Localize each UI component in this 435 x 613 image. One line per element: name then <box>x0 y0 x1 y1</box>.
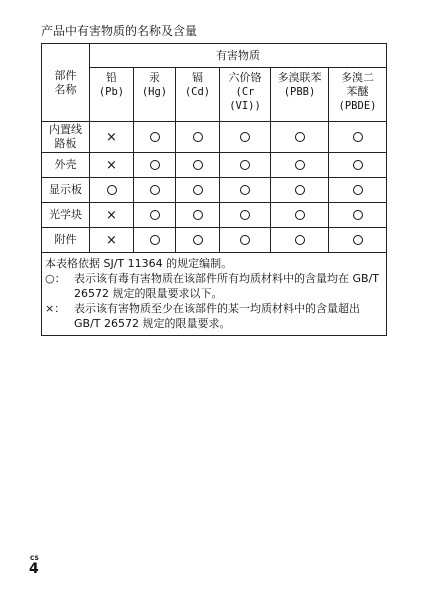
circle-mark-icon <box>150 235 160 245</box>
circle-mark-icon <box>150 160 160 170</box>
table-row <box>42 178 387 203</box>
substance-mark-cell <box>176 178 220 203</box>
substance-mark-cell <box>271 153 329 178</box>
table-row <box>42 228 387 253</box>
substance-mark-cell <box>329 203 387 228</box>
circle-mark-icon <box>150 185 160 195</box>
substance-name: 汞 <box>149 71 160 84</box>
notes-cell <box>42 253 387 336</box>
substance-mark-cell <box>329 122 387 153</box>
substance-header-cell <box>271 68 329 122</box>
note-symbol: ×： <box>45 302 66 315</box>
circle-mark-icon <box>193 132 203 142</box>
substance-name: 镉 <box>192 71 203 84</box>
cross-mark-icon: × <box>106 207 117 223</box>
circle-mark-icon <box>150 210 160 220</box>
document-title: 产品中有害物质的名称及含量 <box>41 24 198 38</box>
substance-header-cell <box>329 68 387 122</box>
substance-mark-cell <box>134 153 176 178</box>
circle-mark-icon <box>353 235 363 245</box>
substance-mark-cell <box>176 153 220 178</box>
circle-mark-icon <box>193 185 203 195</box>
circle-mark-icon <box>295 235 305 245</box>
circle-mark-icon <box>295 185 305 195</box>
circle-mark-icon <box>295 132 305 142</box>
substance-mark-cell <box>329 178 387 203</box>
substance-mark-cell <box>134 203 176 228</box>
substance-mark-cell <box>271 228 329 253</box>
circle-mark-icon <box>353 132 363 142</box>
page-number: 4 <box>29 561 39 577</box>
circle-mark-icon <box>240 210 250 220</box>
part-name-cell: 光学块 <box>42 203 90 228</box>
substance-name: 六价铬 <box>228 71 262 84</box>
circle-mark-icon <box>295 210 305 220</box>
notes-row <box>42 253 387 336</box>
circle-mark-icon <box>240 132 250 142</box>
substance-mark-cell <box>220 203 271 228</box>
circle-mark-icon <box>107 185 117 195</box>
note-item <box>45 301 382 331</box>
table-row <box>42 122 387 153</box>
substance-mark-cell <box>90 203 134 228</box>
substance-mark-cell <box>220 228 271 253</box>
circle-mark-icon <box>353 160 363 170</box>
substance-header-row <box>42 68 387 122</box>
substance-mark-cell <box>271 122 329 153</box>
substance-name: 多溴联苯 <box>277 71 322 84</box>
substance-mark-cell <box>134 228 176 253</box>
notes-intro: 本表格依据 SJ/T 11364 的规定编制。 <box>45 257 233 270</box>
substance-mark-cell <box>271 178 329 203</box>
substance-symbol: (PBDE) <box>338 100 377 112</box>
substance-mark-cell <box>329 153 387 178</box>
substance-mark-cell <box>176 203 220 228</box>
substance-mark-cell <box>90 228 134 253</box>
table-row <box>42 203 387 228</box>
substance-mark-cell <box>220 122 271 153</box>
substance-symbol: (Cr (VI)) <box>229 86 261 112</box>
part-name-header-label: 部件 名称 <box>54 68 77 96</box>
circle-mark-icon <box>353 210 363 220</box>
note-text: 表示该有毒有害物质在该部件所有均质材料中的含量均在 GB/T 26572 规定的限量要求以下。 <box>74 272 379 300</box>
substance-header-cell <box>134 68 176 122</box>
cross-mark-icon: × <box>106 157 117 173</box>
part-name-cell: 内置线 路板 <box>42 122 90 153</box>
substance-mark-cell <box>220 153 271 178</box>
note-symbol: ○： <box>45 272 66 285</box>
circle-mark-icon <box>193 235 203 245</box>
circle-mark-icon <box>193 210 203 220</box>
language-code: CS <box>30 555 39 562</box>
substance-mark-cell <box>90 122 134 153</box>
substance-name: 铅 <box>106 71 117 84</box>
cross-mark-icon: × <box>106 129 117 145</box>
circle-mark-icon <box>240 235 250 245</box>
substance-mark-cell <box>134 122 176 153</box>
hazardous-substances-table-container <box>41 43 386 336</box>
circle-mark-icon <box>150 132 160 142</box>
substance-name: 多溴二 苯醚 <box>341 71 374 98</box>
substance-mark-cell <box>90 153 134 178</box>
substance-mark-cell <box>271 203 329 228</box>
table-row <box>42 153 387 178</box>
substance-mark-cell <box>90 178 134 203</box>
substance-mark-cell <box>176 122 220 153</box>
substance-symbol: (PBB) <box>283 86 316 98</box>
substance-symbol: (Cd) <box>184 86 211 98</box>
substance-symbol: (Pb) <box>98 86 125 98</box>
part-name-cell: 外壳 <box>42 153 90 178</box>
table-body <box>42 122 387 336</box>
substance-symbol: (Hg) <box>141 86 168 98</box>
substance-header-cell <box>90 68 134 122</box>
part-name-cell: 显示板 <box>42 178 90 203</box>
hazardous-substances-table <box>41 43 387 336</box>
note-item <box>45 271 382 301</box>
substance-mark-cell <box>134 178 176 203</box>
part-name-cell: 附件 <box>42 228 90 253</box>
circle-mark-icon <box>295 160 305 170</box>
note-text: 表示该有害物质至少在该部件的某一均质材料中的含量超出 GB/T 26572 规定的限量要求。 <box>74 302 360 330</box>
circle-mark-icon <box>240 160 250 170</box>
circle-mark-icon <box>353 185 363 195</box>
hazardous-substances-header: 有害物质 <box>90 44 387 68</box>
cross-mark-icon: × <box>106 232 117 248</box>
substance-header-cell <box>220 68 271 122</box>
substance-header-cell <box>176 68 220 122</box>
substance-mark-cell <box>220 178 271 203</box>
circle-mark-icon <box>193 160 203 170</box>
circle-mark-icon <box>240 185 250 195</box>
substance-mark-cell <box>329 228 387 253</box>
part-name-header <box>42 44 90 122</box>
substance-mark-cell <box>176 228 220 253</box>
